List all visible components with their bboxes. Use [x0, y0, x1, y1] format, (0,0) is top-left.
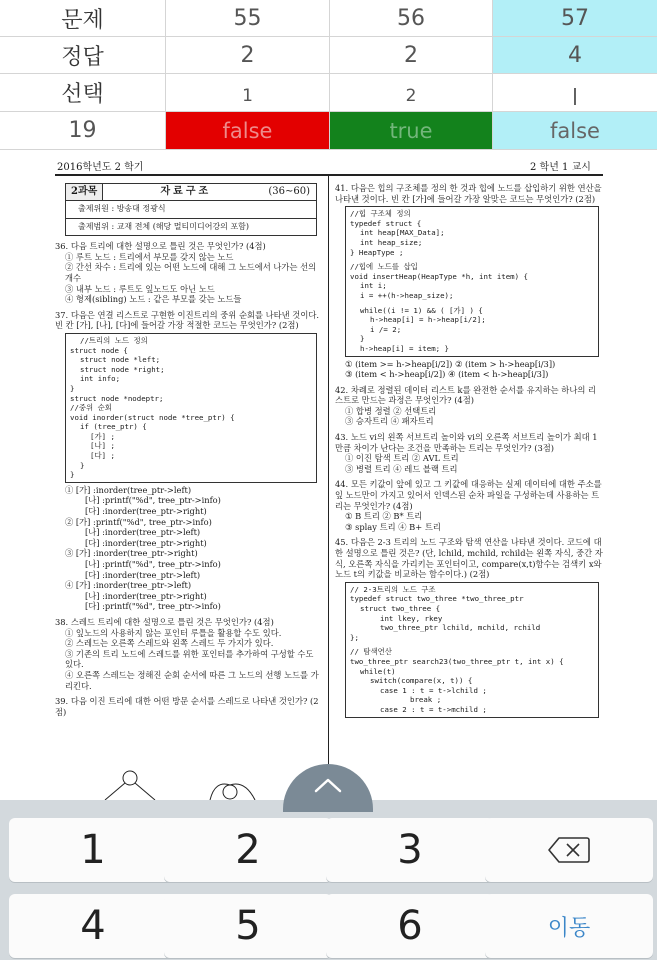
question-number[interactable]: 55	[166, 0, 330, 37]
code-line: two_three_ptr search23(two_three_ptr t, int x) {	[350, 656, 564, 666]
column-divider	[328, 176, 329, 800]
question-38: 38. 스레드 트리에 대한 설명으로 틀린 것은 무엇인가? (4점)	[55, 616, 274, 627]
option: ② 스레드는 오른쪽 스레드와 왼쪽 스레드 두 가지가 있다.	[65, 638, 274, 649]
code-line: struct node {	[70, 345, 128, 355]
question-number-selected[interactable]: 57	[493, 0, 657, 37]
code-line: i = ++(h->heap_size);	[360, 290, 454, 300]
question-number-row	[0, 0, 657, 37]
option: ① 합병 정렬 ② 선택트리	[345, 405, 437, 416]
code-line: typedef struct two_three *two_three_ptr	[350, 594, 524, 604]
left-column	[55, 183, 321, 717]
code-line: }	[70, 383, 75, 393]
question-44: 44. 모든 키값이 앞에 있고 그 키값에 대응하는 실제 데이터에 대한 주소를 잎 노드만이 가지고 있어서 인덱스된 순차 파일을 구성하는데 사용하는 트리는 무엇인가? (4점)	[335, 479, 602, 511]
code-line: [다] ;	[90, 451, 115, 461]
selection-row	[0, 74, 657, 112]
code-line: struct two_three {	[360, 603, 441, 613]
option-sub: [나] :printf("%d", tree_ptr->info)	[85, 495, 221, 506]
code-line: }	[360, 334, 365, 344]
code-line: while((i != 1) && ( [가] ) {	[360, 305, 483, 315]
selected-answer[interactable]: 2	[330, 74, 493, 112]
chevron-up-icon[interactable]	[313, 776, 343, 794]
option-sub: [다] :inorder(tree_ptr->right)	[85, 506, 207, 517]
subject-box	[65, 183, 317, 236]
option: ① 이진 탐색 트리 ② AVL 트리	[345, 453, 459, 464]
result-false: false	[166, 112, 330, 150]
option: ① (item >= h->heap[i/2]) ② (item > h->heap[i/3])	[345, 358, 556, 369]
question-43: 43. 노드 vi의 왼쪽 서브트리 높이와 vi의 오른쪽 서브트리 높이가 최대 1만큼 차이가 난다는 조건을 만족하는 트리는 무엇인가? (3점)	[335, 432, 598, 453]
code-line: };	[350, 632, 359, 642]
selected-answer-input[interactable]: |	[493, 74, 657, 112]
tree-diagram	[60, 770, 260, 800]
option: ④ [가] :inorder(tree_ptr->left)	[65, 580, 192, 591]
code-line: // 탐색연산	[350, 647, 392, 657]
option-sub: [다] :inorder(tree_ptr->right)	[85, 537, 207, 548]
key-1[interactable]: 1	[9, 818, 177, 882]
option: ③ 내부 노드 : 루트도 잎노드도 아닌 노드	[65, 283, 215, 294]
question-36: 36. 다음 트리에 대한 설명으로 틀린 것은 무엇인가? (4점)	[55, 241, 266, 252]
header-rule	[55, 174, 603, 176]
code-box-41	[345, 206, 599, 356]
code-line: int lkey, rkey	[380, 613, 443, 623]
key-2[interactable]: 2	[164, 818, 332, 882]
code-line: // 2-3트리의 노드 구조	[350, 584, 436, 594]
question-39: 39. 다음 이진 트리에 대한 어떤 방문 순서를 스레드로 나타낸 것인가? (2점)	[55, 696, 319, 717]
correct-answer: 2	[330, 37, 493, 74]
sheet-header-right: 2 학년 1 교시	[530, 162, 591, 173]
answer-table	[0, 0, 657, 150]
key-3[interactable]: 3	[326, 818, 494, 882]
option: ① 잎노드의 사용하지 않는 포인터 루틀을 활용할 수도 있다.	[65, 627, 282, 638]
key-6[interactable]: 6	[326, 894, 494, 958]
option-sub: [나] :inorder(tree_ptr->left)	[85, 527, 201, 538]
code-line: void insertHeap(HeapType *h, int item) {	[350, 271, 528, 281]
option-sub: [나] :printf("%d", tree_ptr->info)	[85, 559, 221, 569]
code-line: int info;	[80, 374, 121, 384]
option: ③ 기존의 트리 노드에 스레드를 위한 포인터를 추가하여 구성할 수도 있다.	[65, 648, 314, 670]
option: ③ 병렬 트리 ④ 레드 블랙 트리	[345, 463, 458, 474]
question-42: 42. 차례로 정렬된 데이터 리스트 k를 완전한 순서를 유지하는 하나의 리스트로 만드는 과정은 무엇인가? (4점)	[335, 384, 596, 406]
backspace-icon	[547, 836, 591, 864]
backspace-key[interactable]	[485, 818, 653, 882]
code-line: break ;	[410, 695, 442, 705]
result-row	[0, 112, 657, 150]
code-line: if (tree_ptr) {	[80, 422, 147, 432]
code-line: case 2 : t = t->mchild ;	[380, 704, 487, 714]
code-line: typedef struct {	[350, 218, 422, 228]
option-sub: [다] :inorder(tree_ptr->left)	[85, 569, 201, 580]
score-count: 19	[0, 112, 166, 150]
code-line: }	[80, 460, 85, 470]
code-line: while(t)	[360, 666, 396, 676]
key-5[interactable]: 5	[164, 894, 332, 958]
question-45: 45. 다음은 2-3 트리의 노드 구조와 탐색 연산을 나타낸 것이다. 코드에 대한 설명으로 틀린 것은? (단, lchild, mchild, rchild는 왼쪽 자식, 중간 자식, 오른쪽 자식을 가리키는 포인터이고, compare(x,t)함수는 검색키 x와 노드 t의 키값을 비교하는 함수이다.) (2점)	[335, 537, 603, 580]
code-line: //트리의 노드 정의	[80, 335, 148, 345]
result-true: true	[330, 112, 493, 150]
row-label-answer: 정답	[0, 37, 166, 74]
subject-author: 출제위원 : 방송대 정광식	[66, 201, 316, 219]
exam-sheet[interactable]	[0, 150, 657, 800]
option: ③ (item < h->heap[i/2]) ④ (item < h->heap[i/3])	[345, 369, 549, 380]
question-number[interactable]: 56	[330, 0, 493, 37]
move-button[interactable]: 이동	[485, 894, 653, 958]
option: ③ 승자트리 ④ 패자트리	[345, 416, 434, 427]
code-line: two_three_ptr lchild, mchild, rchild	[380, 623, 541, 633]
option: ④ 형제(sibling) 노드 : 같은 부모를 갖는 노드들	[65, 294, 242, 305]
code-line: struct node *nodeptr;	[70, 393, 164, 403]
option-sub: [다] :printf("%d", tree_ptr->info)	[85, 601, 221, 612]
option: ① B 트리 ② B* 트리	[345, 511, 423, 522]
code-line: //중위 순회	[70, 403, 112, 413]
code-line: i /= 2;	[370, 324, 402, 334]
code-line: h->heap[i] = h->heap[i/2];	[370, 315, 486, 325]
code-line: int i;	[360, 281, 387, 291]
option-sub: [나] :inorder(tree_ptr->right)	[85, 590, 207, 601]
correct-answer: 2	[166, 37, 330, 74]
correct-answer-selected: 4	[493, 37, 657, 74]
question-41: 41. 다음은 힙의 구조체를 정의 한 것과 힙에 노드를 삽입하기 위한 연산을 나타낸 것이다. 빈 칸 [가]에 들어갈 가장 알맞은 코드는 무엇인가? (2점)	[335, 183, 602, 204]
code-box-45	[345, 582, 599, 718]
option: ④ 오른쪽 스레드는 정해진 순회 순서에 따른 그 노드의 선행 노드를 가리킨다.	[65, 669, 319, 691]
code-line: int heap_size;	[360, 237, 423, 247]
subject-tag: 2과목	[66, 184, 103, 200]
right-column	[335, 183, 603, 720]
code-line: }	[70, 470, 75, 480]
subject-name: 자료구조	[160, 185, 212, 197]
option: ② [가] :printf("%d", tree_ptr->info)	[65, 516, 212, 527]
subject-scope: 출제범위 : 교재 전체 (해당 멀티미디어강의 포함)	[78, 221, 250, 231]
code-box-37	[65, 333, 317, 483]
code-line: switch(compare(x, t)) {	[370, 676, 473, 686]
sheet-header-left: 2016학년도 2 학기	[57, 162, 144, 173]
code-line: void inorder(struct node *tree_ptr) {	[70, 412, 235, 422]
code-line: case 1 : t = t->lchild ;	[380, 685, 487, 695]
key-4[interactable]: 4	[9, 894, 177, 958]
correct-answer-row	[0, 37, 657, 74]
option: ① 루트 노드 : 트리에서 부모를 갖지 않는 노드	[65, 251, 234, 262]
question-37: 37. 다음은 연결 리스트로 구현한 이진트리의 중위 순회를 나타낸 것이다. 빈 칸 [가], [나], [다]에 들어갈 가장 적절한 코드는 무엇인가? (2점)	[55, 309, 319, 331]
code-line: h->heap[i] = item; }	[360, 343, 449, 353]
option: ③ [가] :inorder(tree_ptr->right)	[65, 548, 198, 559]
code-line: struct node *left;	[80, 355, 161, 365]
option: ② 간선 차수 : 트리에 있는 어떤 노드에 대해 그 노드에서 나가는 선의 개수	[65, 262, 317, 283]
option: ③ splay 트리 ④ B+ 트리	[345, 521, 441, 532]
code-line: struct node *right;	[80, 364, 165, 374]
code-line: [나] ;	[90, 441, 115, 451]
row-label-question: 문제	[0, 0, 166, 37]
code-line: //힙에 노드를 삽입	[350, 262, 418, 272]
selected-answer[interactable]: 1	[166, 74, 330, 112]
code-line: int heap[MAX_Data];	[360, 228, 445, 238]
code-line: [가] ;	[90, 431, 115, 441]
subject-range: (36∼60)	[268, 185, 310, 197]
result-false-selected: false	[493, 112, 657, 150]
option: ① [가] :inorder(tree_ptr->left)	[65, 484, 192, 495]
row-label-selection: 선택	[0, 74, 166, 112]
code-line: //힙 구조체 정의	[350, 209, 411, 219]
code-line: } HeapType ;	[350, 247, 404, 257]
